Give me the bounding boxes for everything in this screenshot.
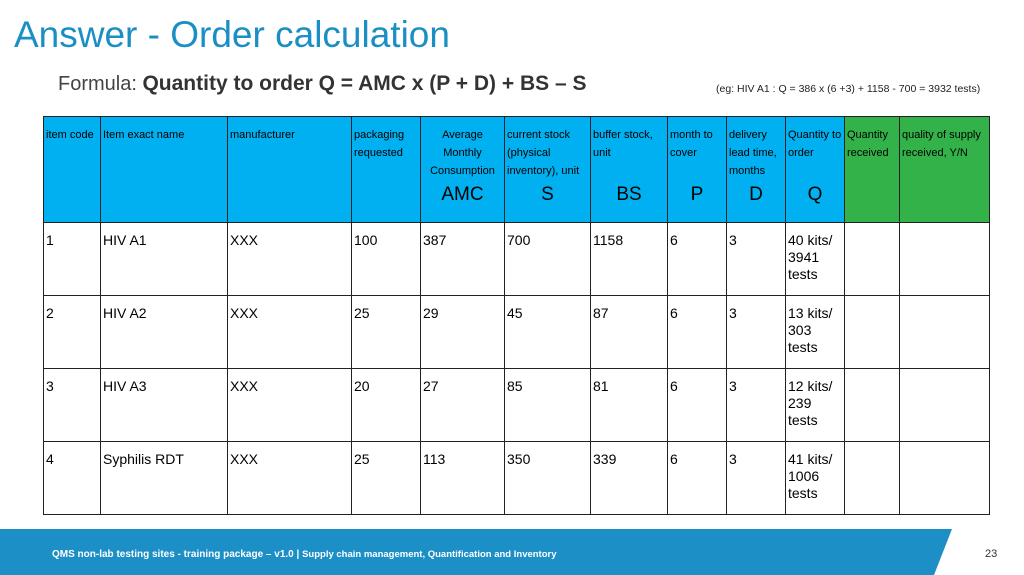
formula-label: Formula:	[58, 73, 143, 95]
cell-manufacturer: XXX	[228, 223, 352, 296]
header-month-to-cover: month to cover P	[668, 117, 727, 223]
slide-title: Answer - Order calculation	[14, 14, 450, 55]
cell-months: 6	[668, 369, 727, 442]
cell-packaging: 25	[352, 442, 421, 515]
header-current-stock: current stock (physical inventory), unit S	[505, 117, 591, 223]
header-stock-symbol: S	[541, 184, 554, 205]
cell-stock: 700	[505, 223, 591, 296]
cell-received	[845, 223, 900, 296]
footer-subtext: Supply chain management, Quantification and Inventory	[302, 549, 557, 560]
cell-name: HIV A3	[101, 369, 228, 442]
cell-received	[845, 296, 900, 369]
cell-amc: 113	[421, 442, 505, 515]
table-row	[44, 369, 990, 442]
cell-q-unit: tests	[788, 485, 818, 501]
cell-stock: 85	[505, 369, 591, 442]
cell-quantity	[786, 223, 845, 296]
cell-code: 4	[44, 442, 101, 515]
cell-received	[845, 369, 900, 442]
cell-quality	[900, 442, 990, 515]
header-manufacturer: manufacturer	[228, 117, 352, 223]
cell-months: 6	[668, 296, 727, 369]
cell-q-kits: 41 kits/	[788, 451, 833, 467]
cell-stock: 350	[505, 442, 591, 515]
header-quantity-to-order: Quantity to order Q	[786, 117, 845, 223]
cell-manufacturer: XXX	[228, 369, 352, 442]
cell-q-unit: tests	[788, 412, 818, 428]
cell-quantity	[786, 369, 845, 442]
cell-quality	[900, 369, 990, 442]
cell-code: 3	[44, 369, 101, 442]
table-row	[44, 296, 990, 369]
cell-q-tests: 239	[788, 395, 812, 411]
cell-buffer: 81	[591, 369, 668, 442]
cell-received	[845, 442, 900, 515]
cell-lead: 3	[727, 442, 786, 515]
cell-quantity	[786, 442, 845, 515]
cell-q-tests: 3941	[788, 249, 820, 265]
cell-lead: 3	[727, 369, 786, 442]
cell-manufacturer: XXX	[228, 442, 352, 515]
cell-months: 6	[668, 442, 727, 515]
cell-quantity	[786, 296, 845, 369]
header-lead-time: delivery lead time, months D	[727, 117, 786, 223]
table-header-row	[44, 117, 990, 223]
cell-name: Syphilis RDT	[101, 442, 228, 515]
header-supply-quality: quality of supply received, Y/N	[900, 117, 990, 223]
footer-bar	[0, 529, 1024, 575]
header-lead-symbol: D	[749, 184, 763, 205]
cell-packaging: 25	[352, 296, 421, 369]
table-row	[44, 442, 990, 515]
page-number: 23	[985, 548, 998, 560]
formula-expression: Quantity to order Q = AMC x (P + D) + BS – S	[142, 72, 587, 95]
cell-buffer: 87	[591, 296, 668, 369]
cell-packaging: 20	[352, 369, 421, 442]
header-item-name: Item exact name	[101, 117, 228, 223]
cell-lead: 3	[727, 296, 786, 369]
cell-q-tests: 303	[788, 322, 812, 338]
cell-code: 2	[44, 296, 101, 369]
cell-q-tests: 1006	[788, 468, 820, 484]
header-amc-symbol: AMC	[441, 184, 484, 205]
header-buffer-stock: buffer stock, unit BS	[591, 117, 668, 223]
formula-line	[58, 72, 586, 96]
header-q-symbol: Q	[807, 184, 823, 205]
cell-code: 1	[44, 223, 101, 296]
header-item-code: item code	[44, 117, 101, 223]
cell-quality	[900, 223, 990, 296]
cell-q-unit: tests	[788, 339, 818, 355]
cell-q-unit: tests	[788, 266, 818, 282]
cell-name: HIV A1	[101, 223, 228, 296]
cell-amc: 29	[421, 296, 505, 369]
table-row	[44, 223, 990, 296]
cell-q-kits: 12 kits/	[788, 378, 833, 394]
cell-amc: 27	[421, 369, 505, 442]
cell-lead: 3	[727, 223, 786, 296]
cell-months: 6	[668, 223, 727, 296]
header-buffer-symbol: BS	[616, 184, 642, 205]
footer-text: QMS non-lab testing sites - training package – v1.0 | Supply chain management, Quantification and Inventory	[52, 549, 557, 560]
cell-stock: 45	[505, 296, 591, 369]
header-months-symbol: P	[690, 184, 704, 205]
order-table	[43, 116, 990, 515]
cell-q-kits: 13 kits/	[788, 305, 833, 321]
header-quantity-received: Quantity received	[845, 117, 900, 223]
cell-manufacturer: XXX	[228, 296, 352, 369]
cell-name: HIV A2	[101, 296, 228, 369]
header-packaging: packaging requested	[352, 117, 421, 223]
header-amc: Average Monthly Consumption AMC	[421, 117, 505, 223]
cell-buffer: 1158	[591, 223, 668, 296]
formula-example: (eg: HIV A1 : Q = 386 x (6 +3) + 1158 - 700 = 3932 tests)	[716, 83, 981, 95]
cell-buffer: 339	[591, 442, 668, 515]
cell-packaging: 100	[352, 223, 421, 296]
cell-quality	[900, 296, 990, 369]
cell-q-kits: 40 kits/	[788, 232, 833, 248]
cell-amc: 387	[421, 223, 505, 296]
